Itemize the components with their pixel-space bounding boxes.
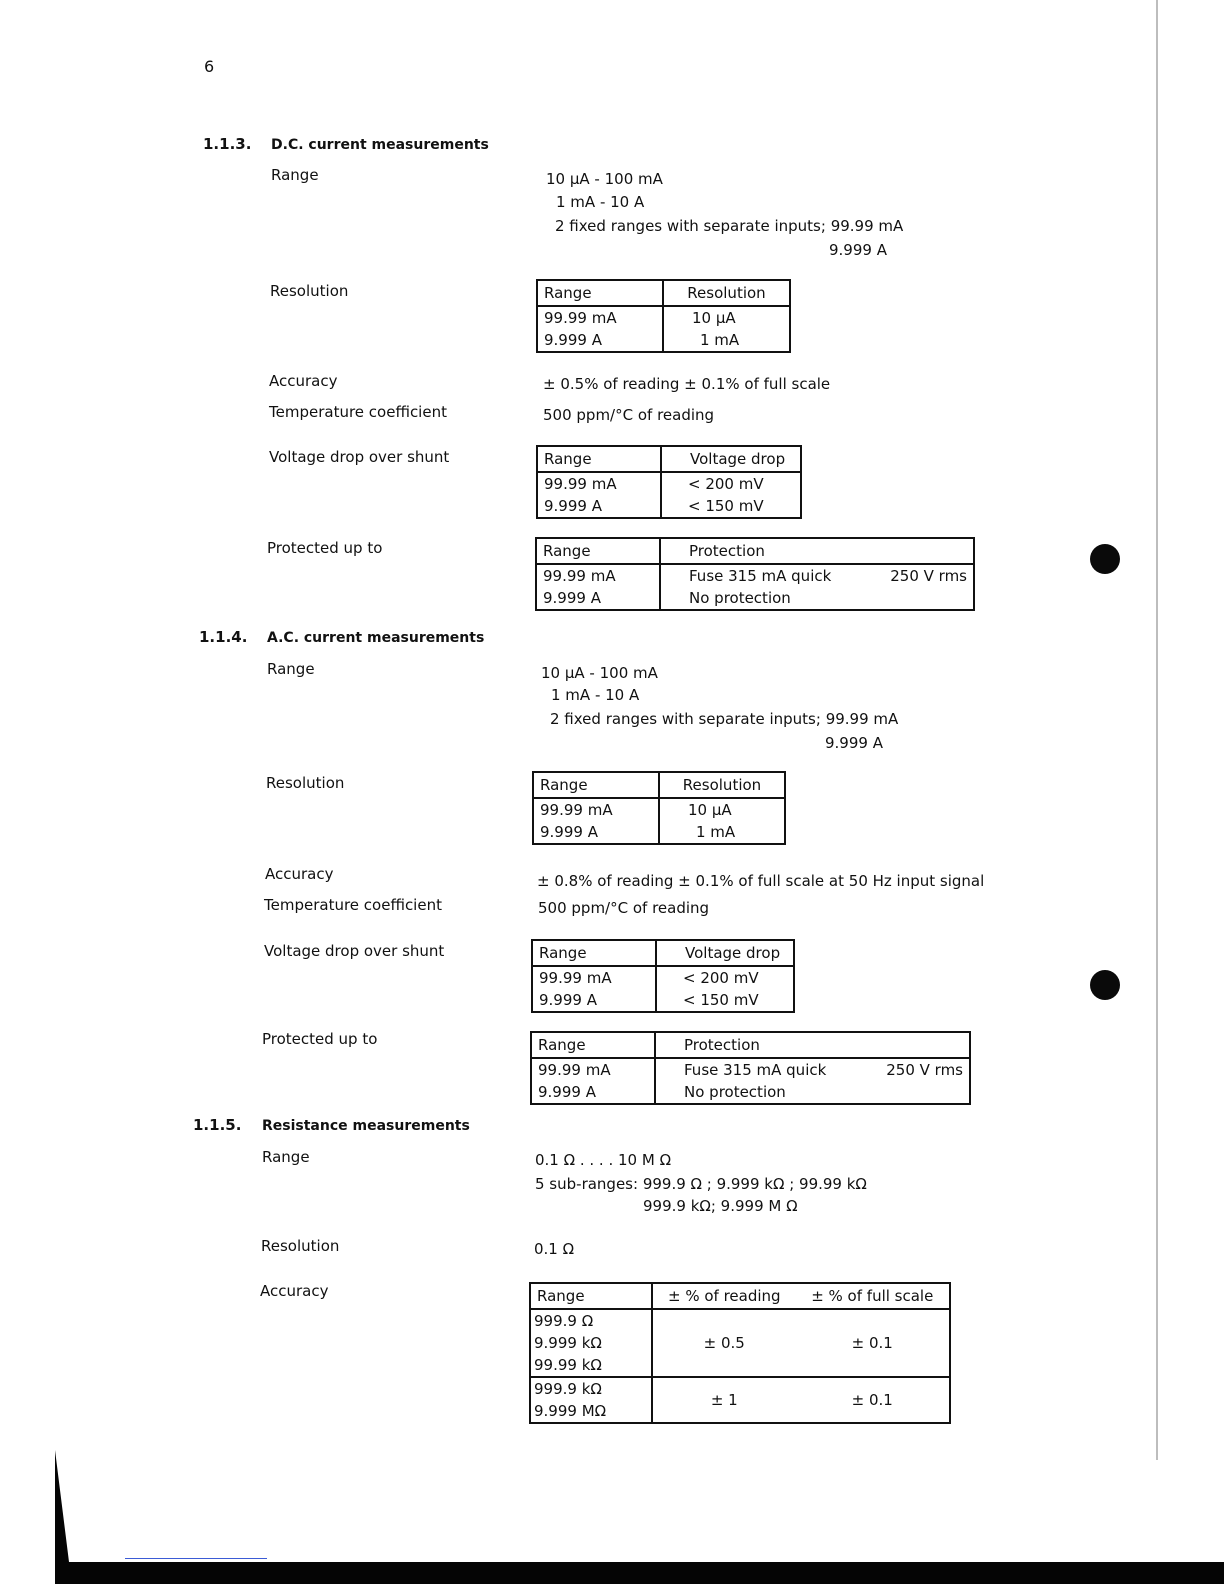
range-label: Range [267,660,315,678]
voltage-drop-table [531,939,795,1013]
table-cell: 99.99 mA [538,1061,611,1079]
resolution-value: 0.1 Ω [534,1240,575,1258]
table-header: Resolution [659,772,785,798]
table-cell: < 150 mV [661,495,801,518]
punch-hole-dot [1090,970,1120,1000]
table-cell: 1 mA [659,821,785,844]
table-cell: ± 0.1 [851,1334,893,1352]
table-cell: 250 V rms [890,567,967,585]
table-header: Range [530,1283,652,1309]
table-cell: Fuse 315 mA quick [689,567,832,585]
table-cell: 99.99 mA [544,475,617,493]
table-cell: No protection [660,587,974,610]
table-header: Range [532,940,656,966]
section-number: 1.1.3. [203,135,252,153]
section-title: D.C. current measurements [271,137,489,153]
range-line: 1 mA - 10 A [551,686,640,704]
table-cell: 99.99 mA [543,567,616,585]
table-cell: Fuse 315 mA quick [684,1061,827,1079]
table-cell: < 150 mV [656,989,794,1012]
scan-corner-shadow [55,1450,69,1562]
table-cell: 1 mA [663,329,790,352]
voltage-drop-table [536,445,802,519]
table-header: Range [536,538,660,564]
page-edge-line [1156,0,1158,1460]
table-header: Resolution [663,280,790,306]
temp-coefficient-label: Temperature coefficient [264,896,442,914]
table-cell: 9.999 A [539,991,597,1009]
table-cell: No protection [655,1081,970,1104]
range-line: 0.1 Ω . . . . 10 M Ω [535,1151,672,1169]
table-cell: 999.9 kΩ [534,1380,602,1398]
table-header: Protection [660,538,974,564]
table-cell: 10 µA [659,798,785,821]
table-header: Range [531,1032,655,1058]
accuracy-label: Accuracy [269,372,338,390]
resolution-table [532,771,786,845]
accuracy-value: ± 0.5% of reading ± 0.1% of full scale [543,375,831,393]
page-number: 6 [204,57,215,76]
accuracy-value: ± 0.8% of reading ± 0.1% of full scale at 50 Hz input signal [537,872,985,890]
range-label: Range [262,1148,310,1166]
table-header: ± % of reading [652,1283,796,1309]
table-cell: 99.99 mA [539,969,612,987]
table-cell: 9.999 A [544,331,602,349]
table-header: Range [533,772,659,798]
table-cell: 250 V rms [886,1061,963,1079]
resolution-table [536,279,791,353]
table-cell: ± 1 [652,1377,796,1423]
resolution-label: Resolution [270,282,349,300]
scan-bottom-border [55,1562,1224,1584]
range-line: 2 fixed ranges with separate inputs; 99.99 mA [550,710,899,728]
range-line: 9.999 A [829,241,887,259]
range-label: Range [271,166,319,184]
range-line: 9.999 A [825,734,883,752]
table-cell: 9.999 A [540,823,598,841]
table-header: Range [537,446,661,472]
temp-coefficient-value: 500 ppm/°C of reading [543,406,715,424]
table-cell: 999.9 Ω [534,1312,594,1330]
table-header: Range [537,280,663,306]
table-cell: ± 0.5 [652,1309,796,1377]
table-cell: 9.999 A [538,1083,596,1101]
table-cell: ± 0.1 [851,1391,893,1409]
range-line: 999.9 kΩ; 9.999 M Ω [643,1197,798,1215]
range-line: 10 µA - 100 mA [546,170,663,188]
temp-coefficient-label: Temperature coefficient [269,403,447,421]
protection-table [530,1031,971,1105]
table-cell: < 200 mV [661,472,801,495]
table-cell: 99.99 mA [544,309,617,327]
section-title: A.C. current measurements [267,630,485,646]
table-cell: 9.999 A [544,497,602,515]
table-header: Voltage drop [656,940,794,966]
protection-label: Protected up to [262,1030,378,1048]
range-line: 10 µA - 100 mA [541,664,658,682]
punch-hole-dot [1090,544,1120,574]
accuracy-table [529,1282,951,1424]
protection-label: Protected up to [267,539,383,557]
voltage-drop-label: Voltage drop over shunt [264,942,445,960]
range-line: 5 sub-ranges: 999.9 Ω ; 9.999 kΩ ; 99.99 kΩ [535,1175,867,1193]
table-header: ± % of full scale [796,1283,950,1309]
table-cell: < 200 mV [656,966,794,989]
range-line: 2 fixed ranges with separate inputs; 99.99 mA [555,217,904,235]
table-cell: 9.999 A [543,589,601,607]
resolution-label: Resolution [266,774,345,792]
protection-table [535,537,975,611]
table-cell: 9.999 MΩ [534,1402,607,1420]
range-line: 1 mA - 10 A [556,193,645,211]
table-header: Voltage drop [661,446,801,472]
voltage-drop-label: Voltage drop over shunt [269,448,450,466]
accuracy-label: Accuracy [265,865,334,883]
table-cell: 10 µA [663,306,790,329]
section-number: 1.1.4. [199,628,248,646]
section-number: 1.1.5. [193,1116,242,1134]
temp-coefficient-value: 500 ppm/°C of reading [538,899,710,917]
table-header: Protection [655,1032,970,1058]
accuracy-label: Accuracy [260,1282,329,1300]
resolution-label: Resolution [261,1237,340,1255]
section-title: Resistance measurements [262,1118,470,1134]
table-cell: 99.99 mA [540,801,613,819]
table-cell: 99.99 kΩ [534,1356,602,1374]
scan-blue-mark [125,1558,267,1559]
table-cell: 9.999 kΩ [534,1334,602,1352]
